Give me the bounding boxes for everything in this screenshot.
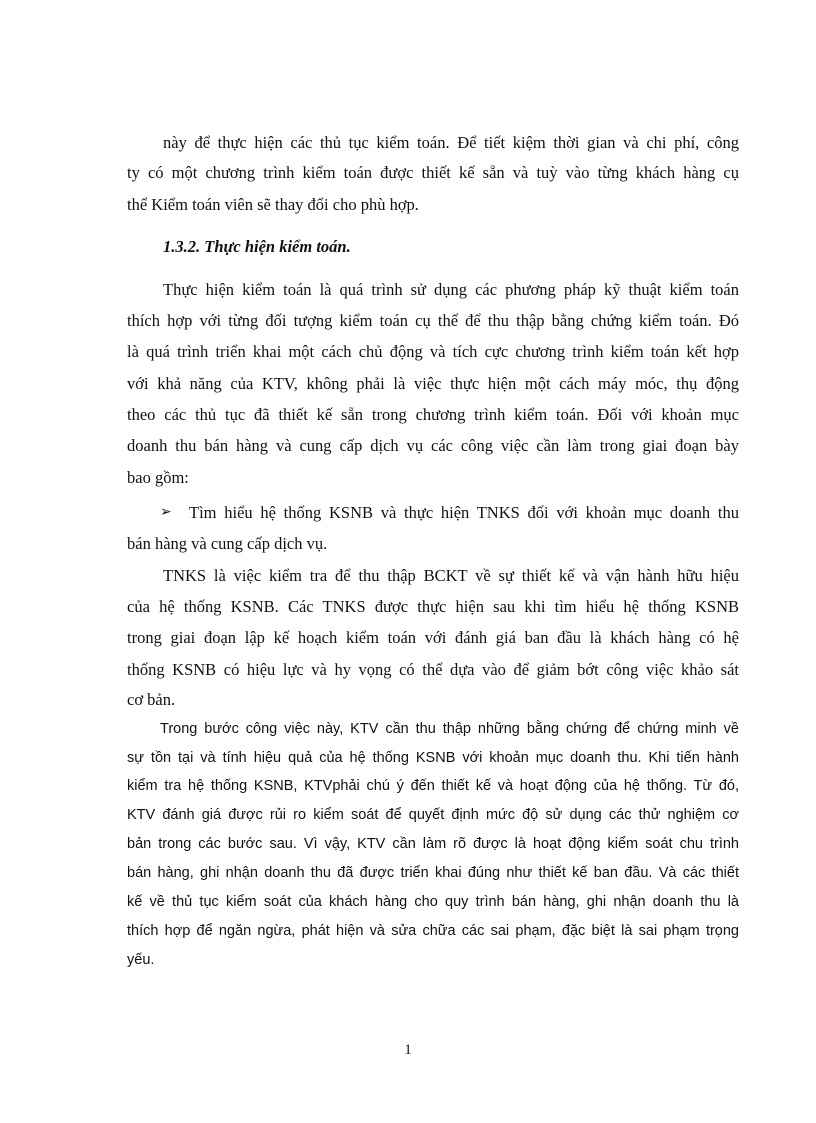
tnks-line-2: của hệ thống KSNB. Các TNKS được thực hiện sau khi tìm hiểu hệ thống KSNB <box>127 597 739 616</box>
intro-line-2: ty có một chương trình kiểm toán được thiết kế sẵn và tuỳ vào từng khách hàng cụ <box>127 163 739 182</box>
intro-line-1: này để thực hiện các thủ tục kiểm toán. Để tiết kiệm thời gian và chi phí, công <box>163 133 739 152</box>
bullet-line-1: Tìm hiểu hệ thống KSNB và thực hiện TNKS đối với khoản mục doanh thu <box>189 503 739 522</box>
execution-line-7: bao gồm: <box>127 468 189 487</box>
execution-line-1: Thực hiện kiểm toán là quá trình sử dụng các phương pháp kỹ thuật kiểm toán <box>163 280 739 299</box>
step-line-7: kế về thủ tục kiểm soát của khách hàng cho quy trình bán hàng, ghi nhận doanh thu là <box>127 894 739 910</box>
intro-line-3: thể Kiểm toán viên sẽ thay đổi cho phù hợp. <box>127 195 419 214</box>
execution-line-5: theo các thủ tục đã thiết kế sẵn trong chương trình kiểm toán. Đối với khoản mục <box>127 405 739 424</box>
tnks-line-4: thống KSNB có hiệu lực và hy vọng có thể dựa vào để giảm bớt công việc khảo sát <box>127 660 739 679</box>
bullet-line-2: bán hàng và cung cấp dịch vụ. <box>127 534 328 553</box>
step-line-9: yếu. <box>127 952 155 968</box>
step-line-4: KTV đánh giá được rủi ro kiểm soát để quyết định mức độ sử dụng các thử nghiệm cơ <box>127 807 739 823</box>
step-line-8: thích hợp để ngăn ngừa, phát hiện và sửa chữa các sai phạm, đặc biệt là sai phạm trọng <box>127 923 739 939</box>
execution-line-6: doanh thu bán hàng và cung cấp dịch vụ các công việc cần làm trong giai đoạn bày <box>127 436 739 455</box>
bullet-arrow-icon: ➢ <box>160 505 172 520</box>
execution-line-4: với khả năng của KTV, không phải là việc thực hiện một cách máy móc, thụ động <box>127 374 739 393</box>
tnks-line-1: TNKS là việc kiểm tra để thu thập BCKT về sự thiết kế và vận hành hữu hiệu <box>163 566 739 585</box>
step-line-6: bán hàng, ghi nhận doanh thu đã được triển khai đúng như thiết kế ban đầu. Và các thiết <box>127 865 739 881</box>
execution-line-2: thích hợp với từng đối tượng kiểm toán cụ thể để thu thập bằng chứng kiểm toán. Đó <box>127 311 739 330</box>
step-line-1: Trong bước công việc này, KTV cần thu thập những bằng chứng để chứng minh về <box>160 721 739 737</box>
section-heading: 1.3.2. Thực hiện kiểm toán. <box>163 237 351 256</box>
tnks-line-3: trong giai đoạn lập kế hoạch kiểm toán với đánh giá ban đầu là khách hàng có hệ <box>127 628 739 647</box>
step-line-5: bản trong các bước sau. Vì vậy, KTV cần làm rõ được là hoạt động kiểm soát chu trình <box>127 836 739 852</box>
page-number: 1 <box>404 1042 412 1058</box>
step-line-2: sự tồn tại và tính hiệu quả của hệ thống KSNB với khoản mục doanh thu. Khi tiến hành <box>127 750 739 766</box>
tnks-line-5: cơ bản. <box>127 690 176 709</box>
execution-line-3: là quá trình triển khai một cách chủ động và tích cực chương trình kiểm toán kết hợp <box>127 342 739 361</box>
step-line-3: kiểm tra hệ thống KSNB, KTVphải chú ý đến thiết kế và hoạt động của hệ thống. Từ đó, <box>127 778 739 794</box>
